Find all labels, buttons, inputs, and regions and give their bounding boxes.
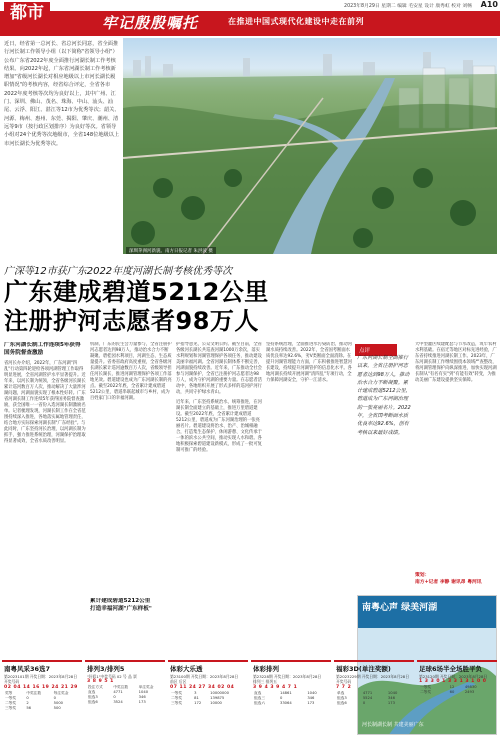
table-cell: 173 xyxy=(307,700,315,705)
lottery-numbers: 7 7 2 xyxy=(336,684,352,690)
lottery-info: 开奖号码 xyxy=(4,679,20,685)
lottery-info: 第23100期 开奖日期：2023年8月28日 xyxy=(170,674,239,679)
table-cell: 单注奖金 xyxy=(138,685,154,690)
column-text-1: 省河长办介绍，2022年，广东河湖"四乱"行动第四轮迎检各项河湖管理工作取得明显进展，全省河湖管护水平显著提升。近年来，以河长制为统领，全省各级河长湖长累计巡河数百万人次，推动解决了大量涉河湖问题，河湖面貌实现了根本性好转。广东省河湖长制工作连续5年获得国务院督查激励，获全国唯一一省份入选河湖长制激励名单。记者梳理发现，河湖长制工作在全省范围持续深入推进，各地落实属地管理责任，结合地方实际探索河湖长制"广东经验"。与此同时，广东坚持河长治理，以河湖长制为抓手，强力推进系统治理，河湖保护治理取得显著成效，全省水质改善明显。 xyxy=(4,361,86,444)
table-cell: 346 xyxy=(387,695,395,700)
table-cell: 2493 xyxy=(464,690,475,695)
photo-caption: 深圳茅洲河新貌。南方日报记者 朱洪波 摄 xyxy=(126,247,216,254)
table-cell: 1040 xyxy=(138,690,149,695)
article-column-4 xyxy=(266,342,352,652)
table-cell: 组选3 xyxy=(337,695,347,700)
lottery-title: 体彩大乐透 xyxy=(170,665,203,673)
lottery-info: "好彩1"中奖号码 02 号 品 票 xyxy=(87,674,137,679)
lottery-info: 第2023229期 开奖日期：2023年8月28日 xyxy=(336,674,409,679)
lottery-prize-table xyxy=(419,685,495,695)
lottery-prize-table xyxy=(170,691,246,706)
table-cell: 0 xyxy=(53,695,56,700)
table-cell: 10000000 xyxy=(210,690,229,695)
table-cell: 中奖注数 xyxy=(26,690,42,695)
lottery-box xyxy=(334,660,414,748)
article-column-3 xyxy=(176,342,262,652)
news-photo xyxy=(123,38,497,254)
lottery-numbers: 3 8 9 5 1 xyxy=(87,679,114,685)
river-landscape-image xyxy=(123,38,497,254)
table-cell: 每注奖金 xyxy=(53,690,69,695)
table-cell: 60 xyxy=(449,690,455,695)
table-cell: 10000 xyxy=(210,700,222,705)
table-cell: 12 xyxy=(449,685,455,690)
article-credit: 策划： 南方+记者 李静 谢讯昂 粤河讯 xyxy=(415,573,482,585)
lottery-info: 前区 后区 xyxy=(170,679,187,685)
headline-line-2: 注册护河志愿者98万人 xyxy=(4,307,259,335)
comment-label: 点评 xyxy=(355,344,397,356)
table-cell: 173 xyxy=(387,700,395,705)
table-row xyxy=(87,700,163,705)
table-cell: 一等奖 xyxy=(420,685,432,690)
table-cell: 49830 xyxy=(464,685,477,690)
table-cell: 二等奖 xyxy=(420,690,432,695)
table-cell: 0 xyxy=(26,695,29,700)
table-cell: 5524 xyxy=(362,695,373,700)
lottery-info: 第23120期 开奖日期：2023年8月28日 xyxy=(419,674,488,679)
lottery-info: 第23228期 开奖日期：2023年8月28日 xyxy=(253,674,322,679)
table-cell: 组选6 xyxy=(88,700,98,705)
table-cell: 33064 xyxy=(279,700,292,705)
table-cell: 二等奖 xyxy=(5,700,17,705)
lottery-title: 体彩排列 xyxy=(253,665,279,673)
headline-line-1: 广东建成碧道5212公里 xyxy=(4,278,269,306)
table-cell: 346 xyxy=(138,695,146,700)
table-cell: 组选3 xyxy=(88,695,98,700)
lottery-box xyxy=(2,660,82,748)
dateline: 2023年8月29日 星期二 编辑 毛安星 设计 康秀虹 校对 刘畅 xyxy=(344,4,472,9)
column-text-5: 大中型灌区续建配套与节水改造，筑牢农村水利基础。在宿迁等地区对标先进经验，广东省持续推进河湖长制工作。2023年，广东河湖长制工作继续围绕本领域严查整改，将河湖管理保护向纵深推进，加快实现河湖长制从"有名有实"到"有能有效"转变，为推动美丽广东建设提供坚实保障。 xyxy=(415,342,497,383)
comment-text: 广东河湖长制全面推行以来，全省注册护河志愿者达到98万人，推动治水合力不断凝聚。累计建成碧道5212公里，碧道成为广东河湖治理的一张亮丽名片。2022年，全省国考断面水质优良率达92.6%，创有考核以来最好成绩。 xyxy=(357,355,411,436)
slogan-subtitle: 在推进中国式现代化建设中走在前列 xyxy=(228,17,364,26)
table-cell: 0 xyxy=(113,695,116,700)
table-row xyxy=(87,685,163,690)
lede-text: 近日，经省第一总河长、省总河长同意，省全面推行河长制工作领导小组（以下简称"省领导小组"）公布广东省2022年度全面推行河湖长制工作考核结果。向2022年起，广东省河湖长制工作考核新增加"省级河长湖长对相应地级以上市河长湖长履职情况"的考核内容，经省综合评定，全省各市2022年度考核等次均为良好以上，其中广州、江门、深圳、佛山、茂名、珠海、中山、汕头、汕尾、云浮、阳江、湛江等12市为优秀等次；韶关、河源、梅州、惠州、东莞、揭阳、肇庆、潮州、清远等9市（按行政区划排序）为良好等次。省领导小组对24个优秀等次地级市，全省148位地级以上市河长湖长为优秀等次。 xyxy=(4,41,120,147)
table-cell: 单选 xyxy=(337,690,345,695)
lottery-prize-table xyxy=(336,691,412,706)
lottery-box xyxy=(85,660,165,748)
slogan: 牢记殷殷嘱托 xyxy=(102,14,199,32)
lottery-info: 开奖号码 xyxy=(336,679,352,685)
table-row xyxy=(419,690,495,695)
table-row xyxy=(170,701,246,706)
lottery-box xyxy=(168,660,248,748)
article-column-2b xyxy=(90,598,172,658)
lottery-title: 足球6场半全场胜平负 xyxy=(419,665,483,673)
column-text-3b: 近年来，广东坚持系统治水，统筹推进，在河湖长制全面建立的基础上，推进万里碧道建设。截至2022年底，全省累计建成碧道5212公里，碧道成为广东河湖治理的一张亮丽名片。碧道建设将治水、治产、治城相融合，打造集生态保护、休闲游憩、文化传承于一体的滨水公共空间，推动实现人水和谐。各地积极探索碧道建设新模式，形成了一批可复制可推广的经验。 xyxy=(176,400,262,453)
table-cell: 1040 xyxy=(307,690,317,695)
table-cell: 投注方式 xyxy=(88,685,103,690)
table-cell: 2 xyxy=(26,700,29,705)
lottery-info: 排列三 排列五 xyxy=(253,679,277,685)
table-cell: 346 xyxy=(307,695,315,700)
lottery-title: 南粤风采36选7 xyxy=(4,665,51,673)
table-cell: 0 xyxy=(279,695,283,700)
table-cell: 中奖注数 xyxy=(113,685,129,690)
table-cell: 14861 xyxy=(279,690,292,695)
section-title: 都市 xyxy=(4,2,50,24)
subheading-2: 累计建成碧道5212公里 打造幸福河湖"广东样板" xyxy=(90,598,152,612)
table-cell: 56 xyxy=(26,705,32,710)
table-cell: 三等奖 xyxy=(171,700,183,705)
lottery-title: 排列3/排列5 xyxy=(87,665,125,673)
table-cell: 0 xyxy=(362,700,366,705)
table-cell: 173 xyxy=(138,700,146,705)
table-cell: 组选三 xyxy=(254,695,266,700)
table-cell: 一等奖 xyxy=(5,695,17,700)
table-cell: 500 xyxy=(53,705,61,710)
lottery-prize-table xyxy=(253,691,329,706)
table-cell: 直选 xyxy=(254,690,262,695)
lottery-box xyxy=(417,660,497,748)
lottery-numbers: 1 3 3 0 1 3 3 1 3 1 0 0 xyxy=(419,679,487,685)
lottery-prize-table xyxy=(87,685,163,705)
table-cell: 5000 xyxy=(53,700,64,705)
table-cell: 二等奖 xyxy=(171,695,183,700)
table-cell: 直选 xyxy=(88,690,96,695)
column-text-2: 机制，广东的民生会力量参与，全省注册护河志愿者达到98万人，推动治水合力不断凝聚。碧桂园水利项目，河湖生态、生态质量提升。省委省政府高度重视，全省各级河长湖长累计巡河逾数百万人次，省级领导担任河长湖长，推进河湖管理保护各项工作落地见效。碧道建设也成为广东河湖长制的亮点。截至2022年底，全省累计建成碧道5212公里，碧道串联起城市与乡村，成为百姓家门口的幸福河湖。 xyxy=(90,342,172,401)
lottery-numbers: 07 11 24 27 34 02 04 xyxy=(170,684,235,690)
article-column-2 xyxy=(90,342,172,597)
article-column-1 xyxy=(4,342,86,652)
column-text-3: 护指导意见，公众文明公约。截至目前，全省各级河长湖长共巡查河湖1000万余次，落实水利规划和河湖管理保护各项任务，推动建设美丽幸福河湖。全省河湖长制体系不断完善，河湖面貌持续改善。近年来，广东推动全社会参与河湖保护，全省已注册护河志愿者达98万人，成为守护河湖的重要力量。在志愿者活动中，各地组织开展了形式多样的巡河护河行动，共同守护绿水青山。 xyxy=(176,342,262,395)
lottery-box xyxy=(251,660,331,748)
table-cell: 组选六 xyxy=(254,700,266,705)
lottery-title: 福彩3D(单注奖额) xyxy=(336,665,391,673)
lottery-info: 第2023101期 开奖日期：2023年8月28日 xyxy=(4,674,77,679)
article-column-5 xyxy=(415,342,497,568)
table-row xyxy=(336,701,412,706)
lottery-numbers: 02 04 14 16 19 24 21 29 xyxy=(4,684,78,690)
table-cell: 组选6 xyxy=(337,700,347,705)
table-row xyxy=(4,706,80,711)
subheading-1: 广东河湖长制工作连续5年获得国务院督查激励 xyxy=(4,342,81,356)
table-cell: 81 xyxy=(194,695,199,700)
table-cell: 1040 xyxy=(387,690,398,695)
kicker: 广深等12市获广东2022年度河湖长制考核优秀等次 xyxy=(4,266,233,277)
table-cell: 4771 xyxy=(113,690,123,695)
table-cell: 3524 xyxy=(113,700,123,705)
lottery-prize-table xyxy=(4,691,80,711)
page-number: A10 xyxy=(480,0,498,9)
table-cell: 三等奖 xyxy=(5,705,17,710)
table-cell: 奖等 xyxy=(5,690,13,695)
column-text-4: 坚持系统治理，全面推进水污染防治，推动河湖水质持续改善。2022年，全省国考断面水质优良率达92.6%，劣V类断面全面消除。在提升河湖管理能力方面，广东积极推进智慧河长建设，持续提升河湖管护的信息化水平。各地河湖长持续开展河湖"清四乱"专项行动，全力保障河湖安全，守护一江清水。 xyxy=(266,342,352,383)
ad-title: 南粤心声 绿美河湖 xyxy=(358,596,496,628)
table-cell: 139875 xyxy=(210,695,225,700)
table-cell: 4771 xyxy=(362,690,373,695)
table-row xyxy=(253,701,329,706)
headline xyxy=(4,278,269,336)
lottery-numbers: 3 9 4 3 9 4 7 1 xyxy=(253,684,298,690)
table-cell: 172 xyxy=(194,700,202,705)
table-cell: 3 xyxy=(194,690,197,695)
table-cell: 一等奖 xyxy=(171,690,183,695)
page-header xyxy=(0,0,500,36)
ad-text: 河长制湖长制 共建美丽广东 xyxy=(362,722,424,728)
